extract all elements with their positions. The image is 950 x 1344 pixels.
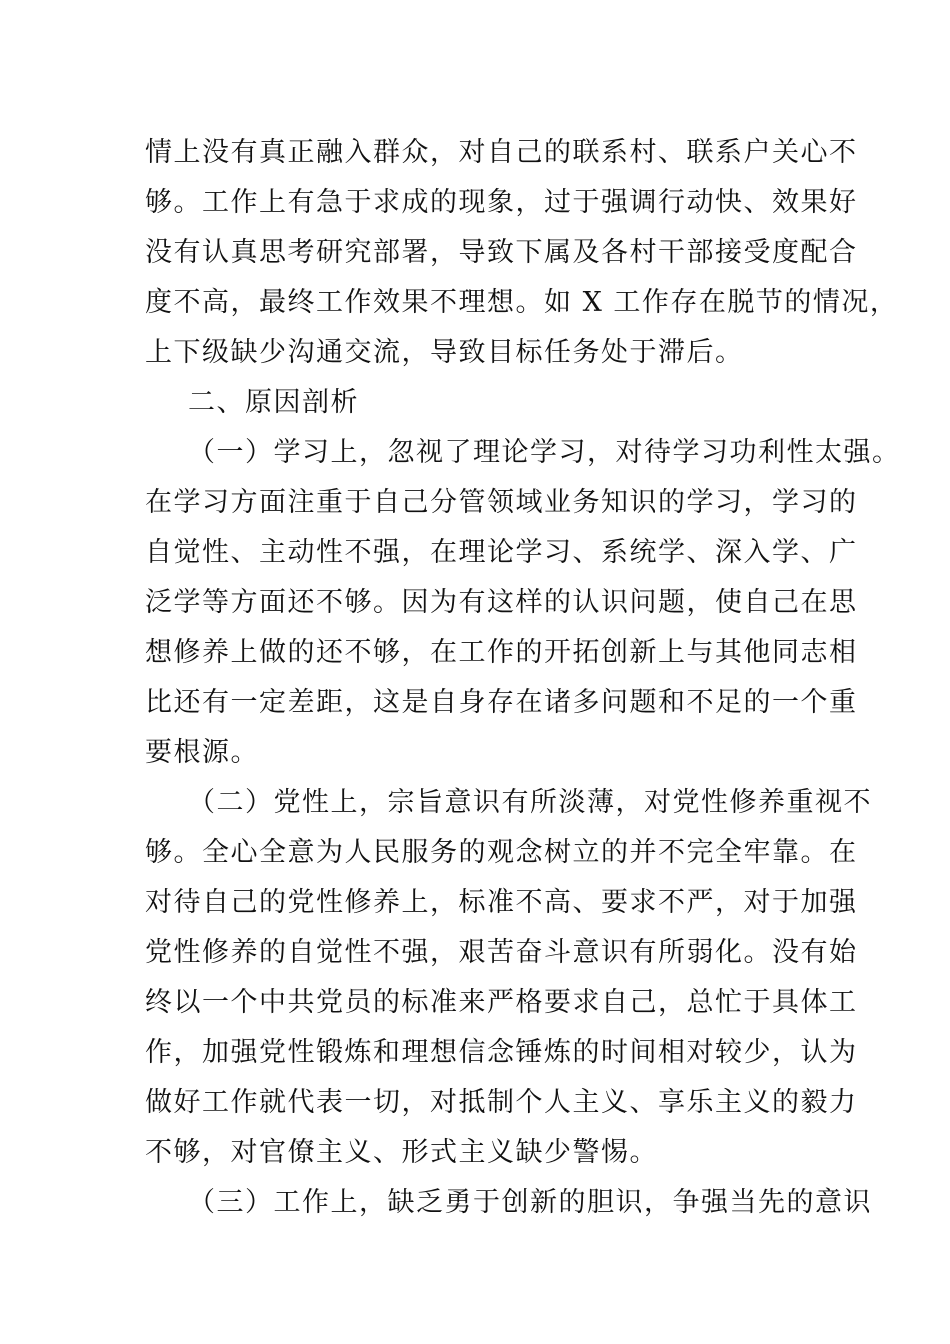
body-text-line: 终以一个中共党员的标准来严格要求自己，总忙于具体工 [145, 987, 858, 1018]
body-text-line: 上下级缺少沟通交流，导致目标任务处于滞后。 [145, 337, 744, 368]
section-heading: 二、原因剖析 [188, 387, 359, 418]
body-text-line: 在学习方面注重于自己分管领域业务知识的学习，学习的 [145, 487, 858, 518]
paragraph-first-line: （二）党性上，宗旨意识有所淡薄，对党性修养重视不 [188, 787, 872, 818]
body-text-line: 够。全心全意为人民服务的观念树立的并不完全牢靠。在 [145, 837, 858, 868]
body-text-line: 对待自己的党性修养上，标准不高、要求不严，对于加强 [145, 887, 858, 918]
body-text-line: 不够，对官僚主义、形式主义缺少警惕。 [145, 1137, 658, 1168]
body-text-line: 比还有一定差距，这是自身存在诸多问题和不足的一个重 [145, 687, 858, 718]
body-text-line: 自觉性、主动性不强，在理论学习、系统学、深入学、广 [145, 537, 858, 568]
paragraph-first-line: （一）学习上，忽视了理论学习，对待学习功利性太强。 [188, 437, 901, 468]
body-text-line: 党性修养的自觉性不强，艰苦奋斗意识有所弱化。没有始 [145, 937, 858, 968]
body-text-line: 度不高，最终工作效果不理想。如 X 工作存在脱节的情况， [145, 287, 899, 318]
body-text-line: 作，加强党性锻炼和理想信念锤炼的时间相对较少，认为 [145, 1037, 858, 1068]
body-text-line: 够。工作上有急于求成的现象，过于强调行动快、效果好 [145, 187, 858, 218]
body-text-line: 想修养上做的还不够，在工作的开拓创新上与其他同志相 [145, 637, 858, 668]
body-text-line: 做好工作就代表一切，对抵制个人主义、享乐主义的毅力 [145, 1087, 858, 1118]
body-text-line: 情上没有真正融入群众，对自己的联系村、联系户关心不 [145, 137, 858, 168]
paragraph-first-line: （三）工作上，缺乏勇于创新的胆识，争强当先的意识 [188, 1187, 872, 1218]
body-text-line: 要根源。 [145, 737, 259, 768]
body-text-line: 泛学等方面还不够。因为有这样的认识问题，使自己在思 [145, 587, 858, 618]
body-text-line: 没有认真思考研究部署，导致下属及各村干部接受度配合 [145, 237, 858, 268]
